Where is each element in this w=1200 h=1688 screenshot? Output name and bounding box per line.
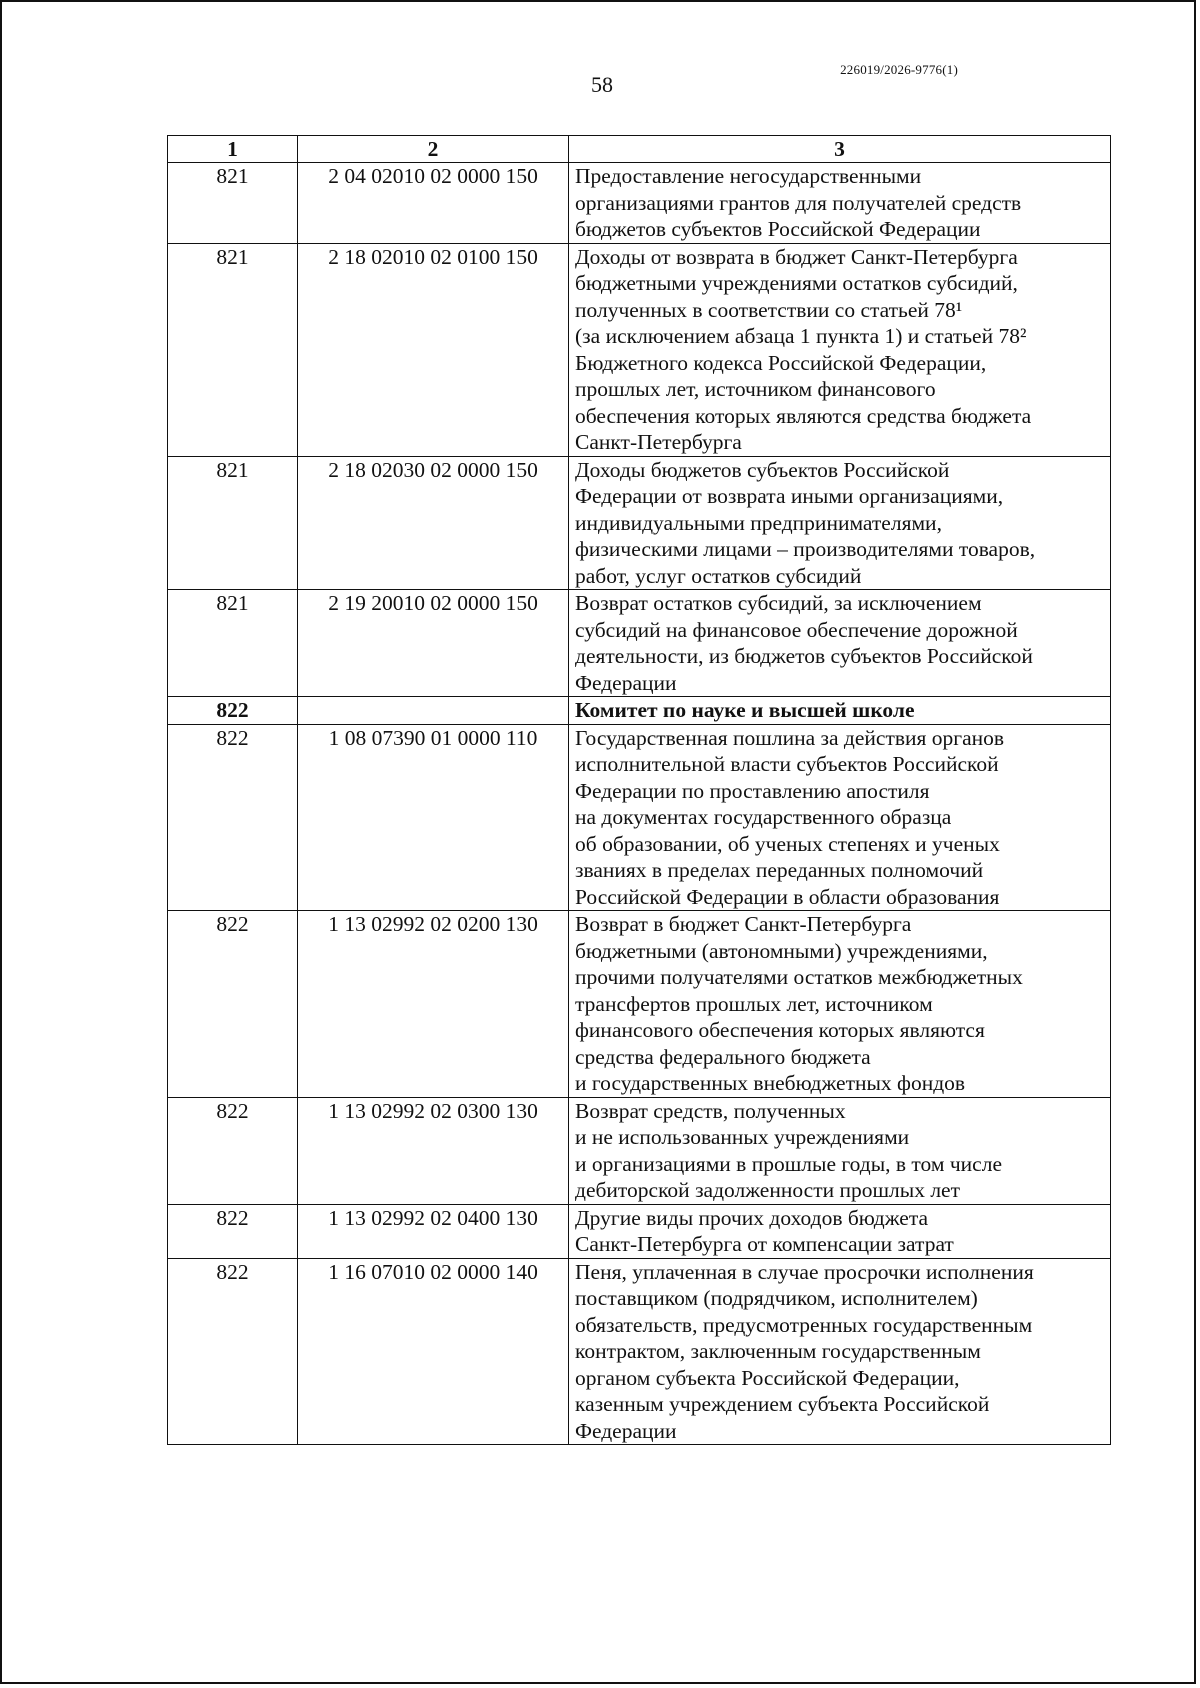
description-line: индивидуальными предпринимателями, — [575, 510, 942, 535]
description-line: контрактом, заключенным государственным — [575, 1339, 981, 1363]
table-row — [168, 456, 1111, 590]
description-line: организациями грантов для получателей средств — [575, 190, 1022, 215]
description-line: Федерации от возврата иными организациями, — [575, 484, 1004, 508]
budget-code-cell: 2 18 02010 02 0100 150 — [298, 243, 569, 456]
description-line: трансфертов прошлых лет, источником — [575, 991, 933, 1016]
column-header-1: 1 — [168, 136, 298, 163]
budget-code-cell: 1 13 02992 02 0400 130 — [298, 1204, 569, 1258]
revenue-codes-table — [167, 135, 1111, 1445]
description-line: работ, услуг остатков субсидий — [575, 563, 862, 588]
table-row — [168, 590, 1111, 697]
description-line: об образовании, об ученых степенях и ученых — [575, 831, 1000, 856]
description-line: бюджетными учреждениями остатков субсидий, — [575, 271, 1018, 295]
description-line: Комитет по науке и высшей школе — [575, 698, 915, 722]
description-line: прошлых лет, источником финансового — [575, 377, 936, 401]
admin-code-cell: 821 — [168, 590, 298, 697]
page-number: 58 — [591, 72, 613, 97]
description-cell — [569, 590, 1111, 697]
description-line: (за исключением абзаца 1 пункта 1) и статьей 78² — [575, 324, 1027, 348]
budget-code-cell: 1 16 07010 02 0000 140 — [298, 1258, 569, 1445]
description-line: средства федерального бюджета — [575, 1044, 871, 1069]
description-line: обеспечения которых являются средства бюджета — [575, 403, 1032, 428]
description-line: званиях в пределах переданных полномочий — [575, 858, 984, 882]
table-row — [168, 1258, 1111, 1445]
description-line: Возврат в бюджет Санкт-Петербурга — [575, 912, 912, 936]
description-line: Пеня, уплаченная в случае просрочки исполнения — [575, 1259, 1034, 1284]
description-line: Другие виды прочих доходов бюджета — [575, 1205, 929, 1230]
budget-code-cell: 1 13 02992 02 0300 130 — [298, 1097, 569, 1204]
budget-code-cell: 1 08 07390 01 0000 110 — [298, 724, 569, 911]
description-line: и не использованных учреждениями — [575, 1125, 910, 1149]
description-line: на документах государственного образца — [575, 805, 952, 829]
description-line: финансового обеспечения которых являются — [575, 1018, 985, 1042]
description-line: Санкт-Петербурга от компенсации затрат — [575, 1232, 954, 1256]
description-line: органом субъекта Российской Федерации, — [575, 1365, 960, 1390]
description-line: поставщиком (подрядчиком, исполнителем) — [575, 1286, 978, 1310]
description-line: Доходы от возврата в бюджет Санкт-Петербурга — [575, 244, 1018, 269]
description-line: деятельности, из бюджетов субъектов Российской — [575, 644, 1033, 668]
table-row — [168, 724, 1111, 911]
column-header-2: 2 — [298, 136, 569, 163]
document-id: 226019/2026-9776(1) — [840, 62, 958, 77]
description-cell — [569, 456, 1111, 590]
description-line: Санкт-Петербурга — [575, 430, 742, 454]
description-line: прочими получателями остатков межбюджетных — [575, 965, 1023, 989]
description-line: обязательств, предусмотренных государственным — [575, 1312, 1033, 1337]
description-line: казенным учреждением субъекта Российской — [575, 1392, 990, 1416]
description-cell — [569, 163, 1111, 244]
table-row — [168, 1204, 1111, 1258]
description-line: бюджетными (автономными) учреждениями, — [575, 938, 988, 963]
description-line: дебиторской задолженности прошлых лет — [575, 1178, 960, 1202]
table-row — [168, 697, 1111, 725]
admin-code-cell: 821 — [168, 243, 298, 456]
budget-code-cell: 2 19 20010 02 0000 150 — [298, 590, 569, 697]
description-cell — [569, 1204, 1111, 1258]
table-row — [168, 1097, 1111, 1204]
description-cell — [569, 1097, 1111, 1204]
budget-code-cell — [298, 697, 569, 725]
description-line: Государственная пошлина за действия органов — [575, 725, 1005, 750]
description-cell — [569, 911, 1111, 1098]
admin-code-cell: 822 — [168, 697, 298, 725]
admin-code-cell: 822 — [168, 724, 298, 911]
description-line: исполнительной власти субъектов Российской — [575, 752, 999, 776]
table-row — [168, 243, 1111, 456]
description-line: субсидий на финансовое обеспечение дорожной — [575, 617, 1018, 642]
description-line: Возврат средств, полученных — [575, 1098, 846, 1123]
description-line: полученных в соответствии со статьей 78¹ — [575, 297, 963, 322]
description-line: и организациями в прошлые годы, в том числе — [575, 1151, 1002, 1176]
description-line: физическими лицами – производителями товаров, — [575, 537, 1036, 561]
description-cell — [569, 1258, 1111, 1445]
description-cell — [569, 697, 1111, 725]
description-line: Возврат остатков субсидий, за исключением — [575, 591, 982, 615]
table-body — [168, 163, 1111, 1445]
description-line: Предоставление негосударственными — [575, 164, 922, 188]
table-row — [168, 911, 1111, 1098]
budget-code-cell: 2 04 02010 02 0000 150 — [298, 163, 569, 244]
admin-code-cell: 822 — [168, 1204, 298, 1258]
admin-code-cell: 821 — [168, 456, 298, 590]
description-cell — [569, 243, 1111, 456]
description-line: Российской Федерации в области образования — [575, 884, 1000, 909]
admin-code-cell: 822 — [168, 911, 298, 1098]
budget-code-cell: 1 13 02992 02 0200 130 — [298, 911, 569, 1098]
column-header-3: 3 — [569, 136, 1111, 163]
table-row — [168, 163, 1111, 244]
budget-code-cell: 2 18 02030 02 0000 150 — [298, 456, 569, 590]
description-line: и государственных внебюджетных фондов — [575, 1071, 966, 1095]
description-cell — [569, 724, 1111, 911]
description-line: Федерации по проставлению апостиля — [575, 778, 930, 803]
description-line: Бюджетного кодекса Российской Федерации, — [575, 350, 987, 375]
admin-code-cell: 822 — [168, 1097, 298, 1204]
table-header-row — [168, 136, 1111, 163]
description-line: Федерации — [575, 1418, 677, 1443]
description-line: бюджетов субъектов Российской Федерации — [575, 217, 981, 241]
admin-code-cell: 821 — [168, 163, 298, 244]
description-line: Доходы бюджетов субъектов Российской — [575, 457, 950, 482]
description-line: Федерации — [575, 670, 677, 695]
admin-code-cell: 822 — [168, 1258, 298, 1445]
